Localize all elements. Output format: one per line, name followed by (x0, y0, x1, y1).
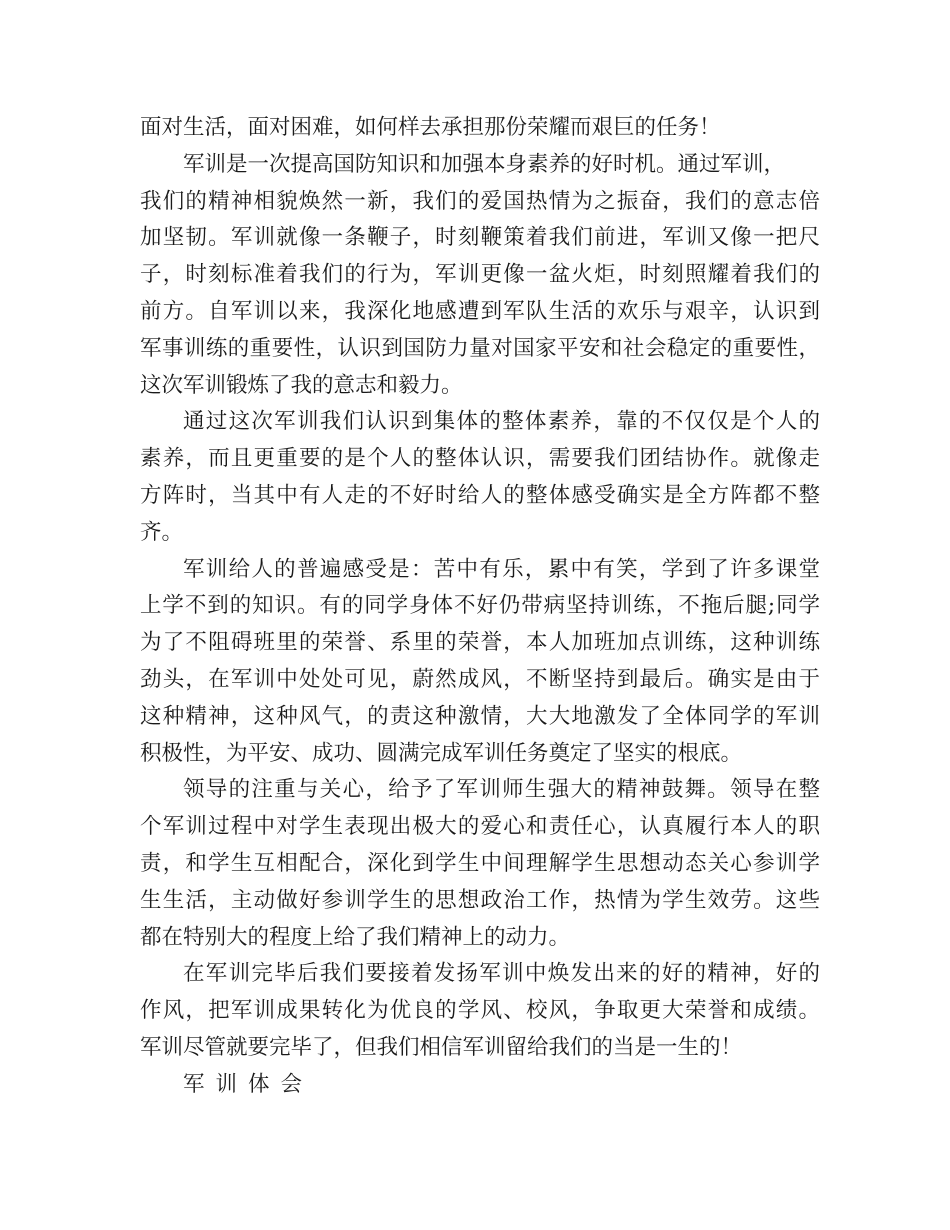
text-line: 个军训过程中对学生表现出极大的爱心和责任心，认真履行本人的职 (140, 814, 820, 840)
text-line: 积极性，为平安、成功、圆满完成军训任务奠定了坚实的根底。 (140, 740, 743, 766)
text-line: 子，时刻标准着我们的行为，军训更像一盆火炬，时刻照耀着我们的 (140, 262, 820, 288)
text-line: 前方。自军训以来，我深化地感遭到军队生活的欢乐与艰辛，认识到 (140, 298, 820, 324)
paragraph-first-line: 军训给人的普遍感受是：苦中有乐，累中有笑，学到了许多课堂 (183, 556, 820, 582)
text-line: 责，和学生互相配合，深化到学生中间理解学生思想动态关心参训学 (140, 850, 820, 876)
text-line: 为了不阻碍班里的荣誉、系里的荣誉，本人加班加点训练，这种训练 (140, 630, 820, 656)
text-line: 齐。 (140, 519, 184, 545)
closing-title: 军训体会 (183, 1071, 314, 1097)
text-line: 都在特别大的程度上给了我们精神上的动力。 (140, 924, 571, 950)
text-line: 加坚韧。军训就像一条鞭子，时刻鞭策着我们前进，军训又像一把尺 (140, 225, 820, 251)
text-line: 劲头，在军训中处处可见，蔚然成风，不断坚持到最后。确实是由于 (140, 666, 820, 692)
paragraph-first-line: 领导的注重与关心，给予了军训师生强大的精神鼓舞。领导在整 (183, 777, 820, 803)
paragraph-first-line: 在军训完毕后我们要接着发扬军训中焕发出来的好的精神，好的 (183, 961, 820, 987)
text-line: 这种精神，这种风气，的责这种激情，大大地激发了全体同学的军训 (140, 703, 820, 729)
document-body (140, 110, 820, 1104)
paragraph-first-line: 通过这次军训我们认识到集体的整体素养，靠的不仅仅是个人的 (183, 409, 820, 435)
text-line: 作风，把军训成果转化为优良的学风、校风，争取更大荣誉和成绩。 (140, 998, 820, 1024)
text-line: 我们的精神相貌焕然一新，我们的爱国热情为之振奋，我们的意志倍 (140, 188, 820, 214)
text-line: 上学不到的知识。有的同学身体不好仍带病坚持训练，不拖后腿;同学 (140, 593, 820, 619)
text-line: 军事训练的重要性，认识到国防力量对国家平安和社会稳定的重要性， (140, 335, 820, 361)
paragraph-first-line: 军训是一次提高国防知识和加强本身素养的好时机。通过军训， (183, 151, 786, 177)
text-line: 军训尽管就要完毕了，但我们相信军训留给我们的当是一生的！ (140, 1034, 743, 1060)
text-line: 生生活，主动做好参训学生的思想政治工作，热情为学生效劳。这些 (140, 887, 820, 913)
text-line: 素养，而且更重要的是个人的整体认识，需要我们团结协作。就像走 (140, 446, 820, 472)
text-line: 面对生活，面对困难，如何样去承担那份荣耀而艰巨的任务！ (140, 115, 721, 140)
text-line: 这次军训锻炼了我的意志和毅力。 (140, 372, 463, 398)
text-line: 方阵时，当其中有人走的不好时给人的整体感受确实是全方阵都不整 (140, 482, 820, 508)
